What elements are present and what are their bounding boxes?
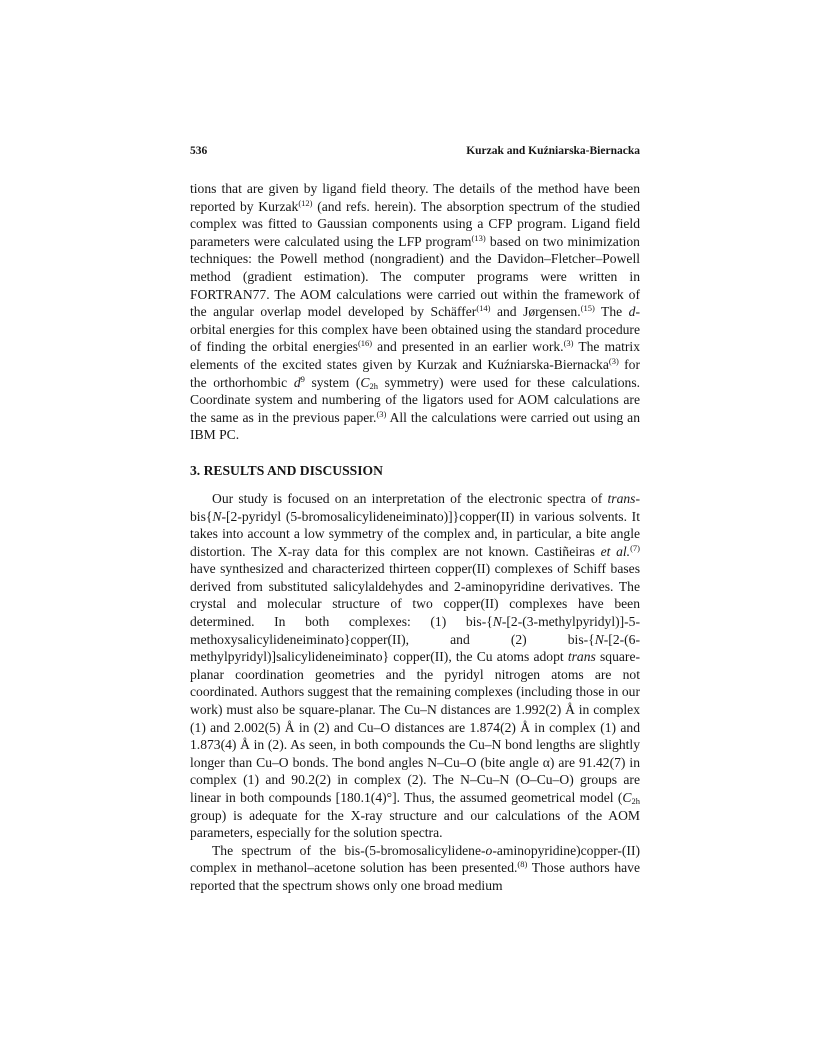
running-title: Kurzak and Kuźniarska-Biernacka: [466, 145, 640, 157]
paragraph-spectrum: The spectrum of the bis-(5-bromosalicylidene-o-aminopyridine)copper-(II) complex in methanol–acetone solution has been presented.$^{(8)}$ Those authors have reported that the spectrum shows only one broad medium: [190, 842, 640, 893]
paragraph-results: Our study is focused on an interpretation of the electronic spectra of trans-bis{N-[2-pyridyl (5-bromosalicylideneiminato)]}copper(II) in various solvents. It takes into account a low symmetry of the complex and, in particular, a bite angle distortion. The X-ray data for this complex are not known. Castiñeiras et al.$^{(7)}$ have synthesized and characterized thirteen copper(II) complexes of Schiff bases derived from substituted salicylaldehydes and 2-aminopyridine derivatives. The crystal and molecular structure of two copper(II) complexes have been determined. In both complexes: (1) bis-{N-[2-(3-methylpyridyl)]-5-methoxysalicylideneiminato}copper(II), and (2) bis-{N-[2-(6-methylpyridyl)]salicylideneiminato} copper(II), the Cu atoms adopt trans square-planar coordination geometries and the pyridyl nitrogen atoms are not coordinated. Authors suggest that the remaining complexes (including those in our work) must also be square-planar. The Cu–N distances are 1.992(2) Å in complex (1) and 2.002(5) Å in (2) and Cu–O distances are 1.874(2) Å in complex (1) and 1.873(4) Å in (2). As seen, in both compounds the Cu–N bond lengths are slightly longer than Cu–O bonds. The bond angles N–Cu–O (bite angle α) are 91.42(7) in complex (1) and 90.2(2) in complex (2). The N–Cu–N (O–Cu–O) groups are linear in both compounds [180.1(4)°]. Thus, the assumed geometrical model ($C_{2h}$ group) is adequate for the X-ray structure and our calculations of the AOM parameters, especially for the solution spectra.: [190, 490, 641, 841]
body-text: [190, 180, 640, 895]
paragraph-methods: tions that are given by ligand field theory. The details of the method have been reported by Kurzak$^{(12)}$ (and refs. herein). The absorption spectrum of the studied complex was fitted to Gaussian components using a CFP program. Ligand field parameters were calculated using the LFP program$^{(13)}$ based on two minimization techniques: the Powell method (nongradient) and the Davidon–Fletcher–Powell method (gradient estimation). The computer programs were written in FORTRAN77. The AOM calculations were carried out within the framework of the angular overlap model developed by Schäffer$^{(14)}$ and Jørgensen.$^{(15)}$ The d-orbital energies for this complex have been obtained using the standard procedure of finding the orbital energies$^{(16)}$ and presented in an earlier work.$^{(3)}$ The matrix elements of the excited states given by Kurzak and Kuźniarska-Biernacka$^{(3)}$ for the orthorhombic $d^9$ system ($C_{2h}$ symmetry) were used for these calculations. Coordinate system and numbering of the ligators used for AOM calculations are the same as in the previous paper.$^{(3)}$ All the calculations were carried out using an IBM PC.: [190, 181, 641, 443]
section-heading: 3. RESULTS AND DISCUSSION: [190, 462, 383, 478]
page-header: [190, 145, 640, 165]
page-number: 536: [190, 145, 208, 157]
